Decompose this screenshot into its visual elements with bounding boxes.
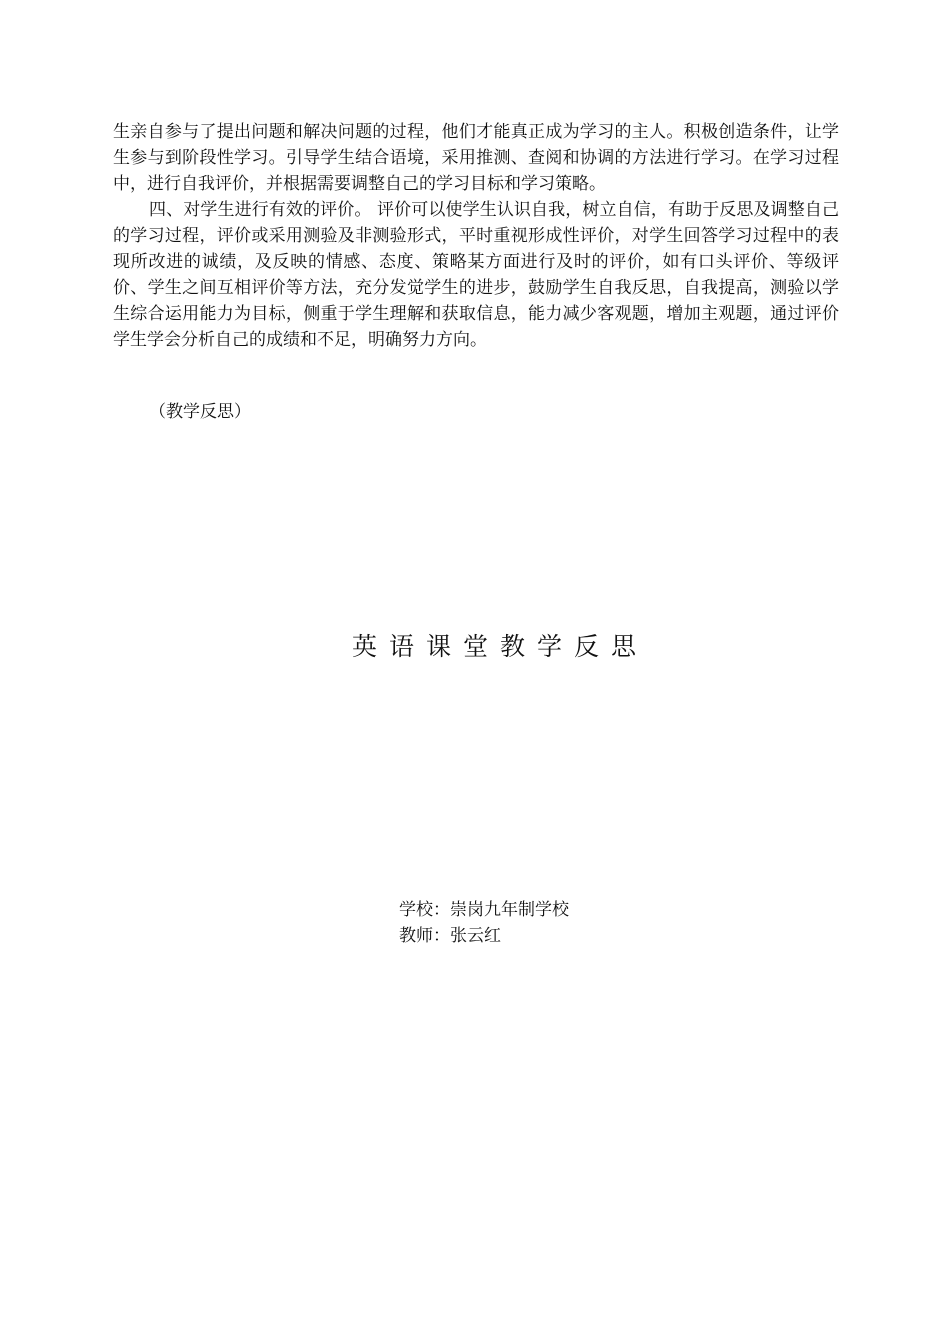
paragraph-continuation: 生亲自参与了提出问题和解决问题的过程，他们才能真正成为学习的主人。积极创造条件，让学生参与到阶段性学习。引导学生结合语境，采用推测、查阅和协调的方法进行学习。在学习过程中，进行自我评价，并根据需要调整自己的学习目标和学习策略。 [113,122,839,194]
paragraph-evaluation: 四、对学生进行有效的评价。 评价可以使学生认识自我，树立自信，有助于反思及调整自己的学习过程，评价或采用测验及非测验形式，平时重视形成性评价，对学生回答学习过程中的表现所改进的诚绩，及反映的情感、态度、策略某方面进行及时的评价，如有口头评价、等级评价、学生之间互相评价等方法，充分发觉学生的进步，鼓励学生自我反思，自我提高，测验以学生综合运用能力为目标，侧重于学生理解和获取信息，能力减少客观题，增加主观题，通过评价学生学会分析自己的成绩和不足，明确努力方向。 [113,200,839,350]
section-label: （教学反思） [149,402,251,422]
document-title: 英语课堂教学反思 [351,632,648,661]
teacher-line: 教师：张云红 [399,926,501,946]
school-line: 学校：崇岗九年制学校 [399,900,569,920]
body-text [113,119,839,353]
document-meta [399,897,569,949]
